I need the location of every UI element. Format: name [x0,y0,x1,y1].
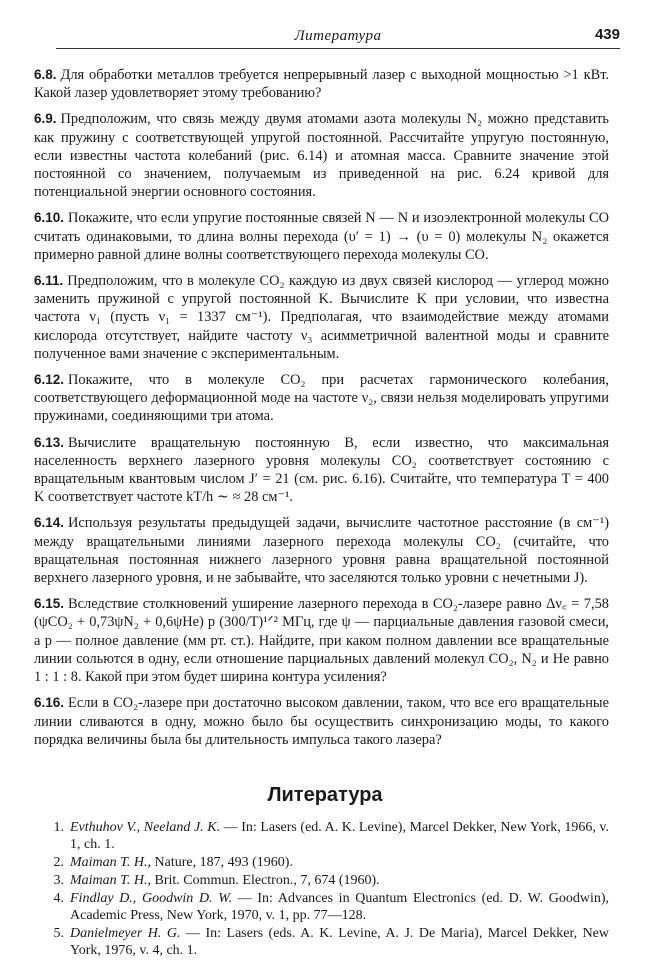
header-title: Литература [294,28,382,44]
problem-number: 6.9. [34,111,57,127]
reference-number: 5. [53,926,64,941]
reference-item [34,819,609,853]
reference-authors: Findlay D., Goodwin D. W. [70,891,233,906]
problem-text: Предположим, что связь между двумя атомами азота молекулы N₂ можно представить как пружину с соответствующей упругой постоянной. Рассчитайте упругую постоянную, если известны частота колебаний (рис. 6.14) и атомная масса. Сравните значение этой постоянной со значением, получаемым из приведенной на рис. 6.24 кривой для потенциальной энергии основного состояния. [34,111,609,201]
reference-text: Nature, 187, 493 (1960). [151,855,293,870]
problem [34,66,609,102]
problem-number: 6.14. [34,515,65,531]
problem-number: 6.13. [34,434,65,450]
reference-number: 4. [53,891,64,906]
reference-item [34,854,609,871]
reference-number: 3. [53,873,64,888]
problem-number: 6.11. [34,273,64,289]
problem [34,110,609,201]
references-list [34,819,609,960]
reference-authors: Danielmeyer H. G. [70,926,181,941]
problem-text: Для обработки металлов требуется непрерывный лазер с выходной мощностью >1 кВт. Какой лазер удовлетворяет этому требованию? [34,67,609,102]
reference-text: — In: Lasers (ed. A. K. Levine), Marcel Dekker, New York, 1966, v. 1, ch. 1. [70,820,609,852]
problem-text: Вследствие столкновений уширение лазерного перехода в CO₂-лазере равно Δν꜀ = 7,58 (ψCO₂ + 0,73ψN₂ + 0,6ψHe) p (300/T)¹ᐟ² МГц, где ψ — парциальные давления газовой смеси, а p — полное давление (мм рт. ст.). Найдите, при каком полном давлении все вращательные линии сольются в одну, если отношение парциальных давлений молекул CO₂, N₂ и He равно 1 : 1 : 8. Какой при этом будет ширина контура усиления? [34,596,609,686]
problem-text: Используя результаты предыдущей задачи, вычислите частотное расстояние (в см⁻¹) между вращательными линиями лазерного перехода молекулы CO₂ (считайте, что вращательная постоянная нижнего лазерного уровня равна вращательной постоянной верхнего лазерного уровня, и не забывайте, что заселяются только уровни с нечетными J). [34,515,609,587]
problem-number: 6.12. [34,372,65,388]
reference-authors: Maiman T. H., [70,873,152,888]
references-heading: Литература [267,784,383,806]
problem-text: Предположим, что в молекуле CO₂ каждую из двух связей кислород — углерод можно заменить пружиной с упругой постоянной K. Вычислите K при условии, что известна частота ν₁ (пусть ν₁ = 1337 см⁻¹). Предполагая, что взаимодействие между атомами кислорода отсутствует, найдите частоту ν₃ асимметричной валентной моды и сравните полученное вами значение с экспериментальным. [34,273,609,362]
reference-authors: Evthuhov V., Neeland J. K. [70,820,221,835]
problem [34,434,609,507]
problem-text: Покажите, что в молекуле CO₂ при расчетах гармонического колебания, соответствующего деформационной моде на частоте ν₂, связи нельзя моделировать упругими пружинами, соединяющими три атома. [34,372,609,425]
page-number: 439 [594,26,620,43]
reference-text: — In: Lasers (eds. A. K. Levine, A. J. De Maria), Marcel Dekker, New York, 1976, v. 4, ch. 1. [70,926,609,958]
reference-authors: Maiman T. H., [70,855,152,870]
problem [34,694,609,749]
problem-number: 6.16. [34,695,65,711]
reference-number: 2. [53,855,64,870]
problem [34,209,609,264]
problems-list [34,66,609,757]
problem-number: 6.10. [34,210,65,226]
problem [34,371,609,426]
problem-text: Если в CO₂-лазере при достаточно высоком давлении, таком, что все его вращательные линии сливаются в одну, можно было бы осуществить синхронизацию моды, то какого порядка величины была бы длительность импульса такого лазера? [34,695,609,748]
running-header [56,26,620,49]
problem-text: Покажите, что если упругие постоянные связей N — N и изоэлектронной молекулы CO считать одинаковыми, то длина волны перехода (υ′ = 1) → (υ = 0) молекулы N₂ окажется примерно равной длине волны соответствующего перехода молекулы CO. [34,210,609,263]
reference-item [34,872,609,889]
problem [34,272,609,363]
problem [34,514,609,587]
problem-text: Вычислите вращательную постоянную B, если известно, что максимальная населенность верхнего лазерного уровня молекулы CO₂ соответствует состоянию с вращательным квантовым числом J′ = 21 (см. рис. 6.16). Считайте, что температура T = 400 K соответствует частоте kT/h ∼ ≈ 28 см⁻¹. [34,434,609,506]
problem-number: 6.8. [34,67,57,82]
problem-number: 6.15. [34,596,65,612]
reference-text: Brit. Commun. Electron., 7, 674 (1960). [151,873,380,888]
reference-number: 1. [53,820,64,835]
reference-text: — In: Advances in Quantum Electronics (ed. D. W. Goodwin), Academic Press, New York, 1970, v. 1, pp. 77—128. [70,891,609,923]
problem [34,595,609,686]
reference-item [34,925,609,959]
reference-item [34,890,609,924]
